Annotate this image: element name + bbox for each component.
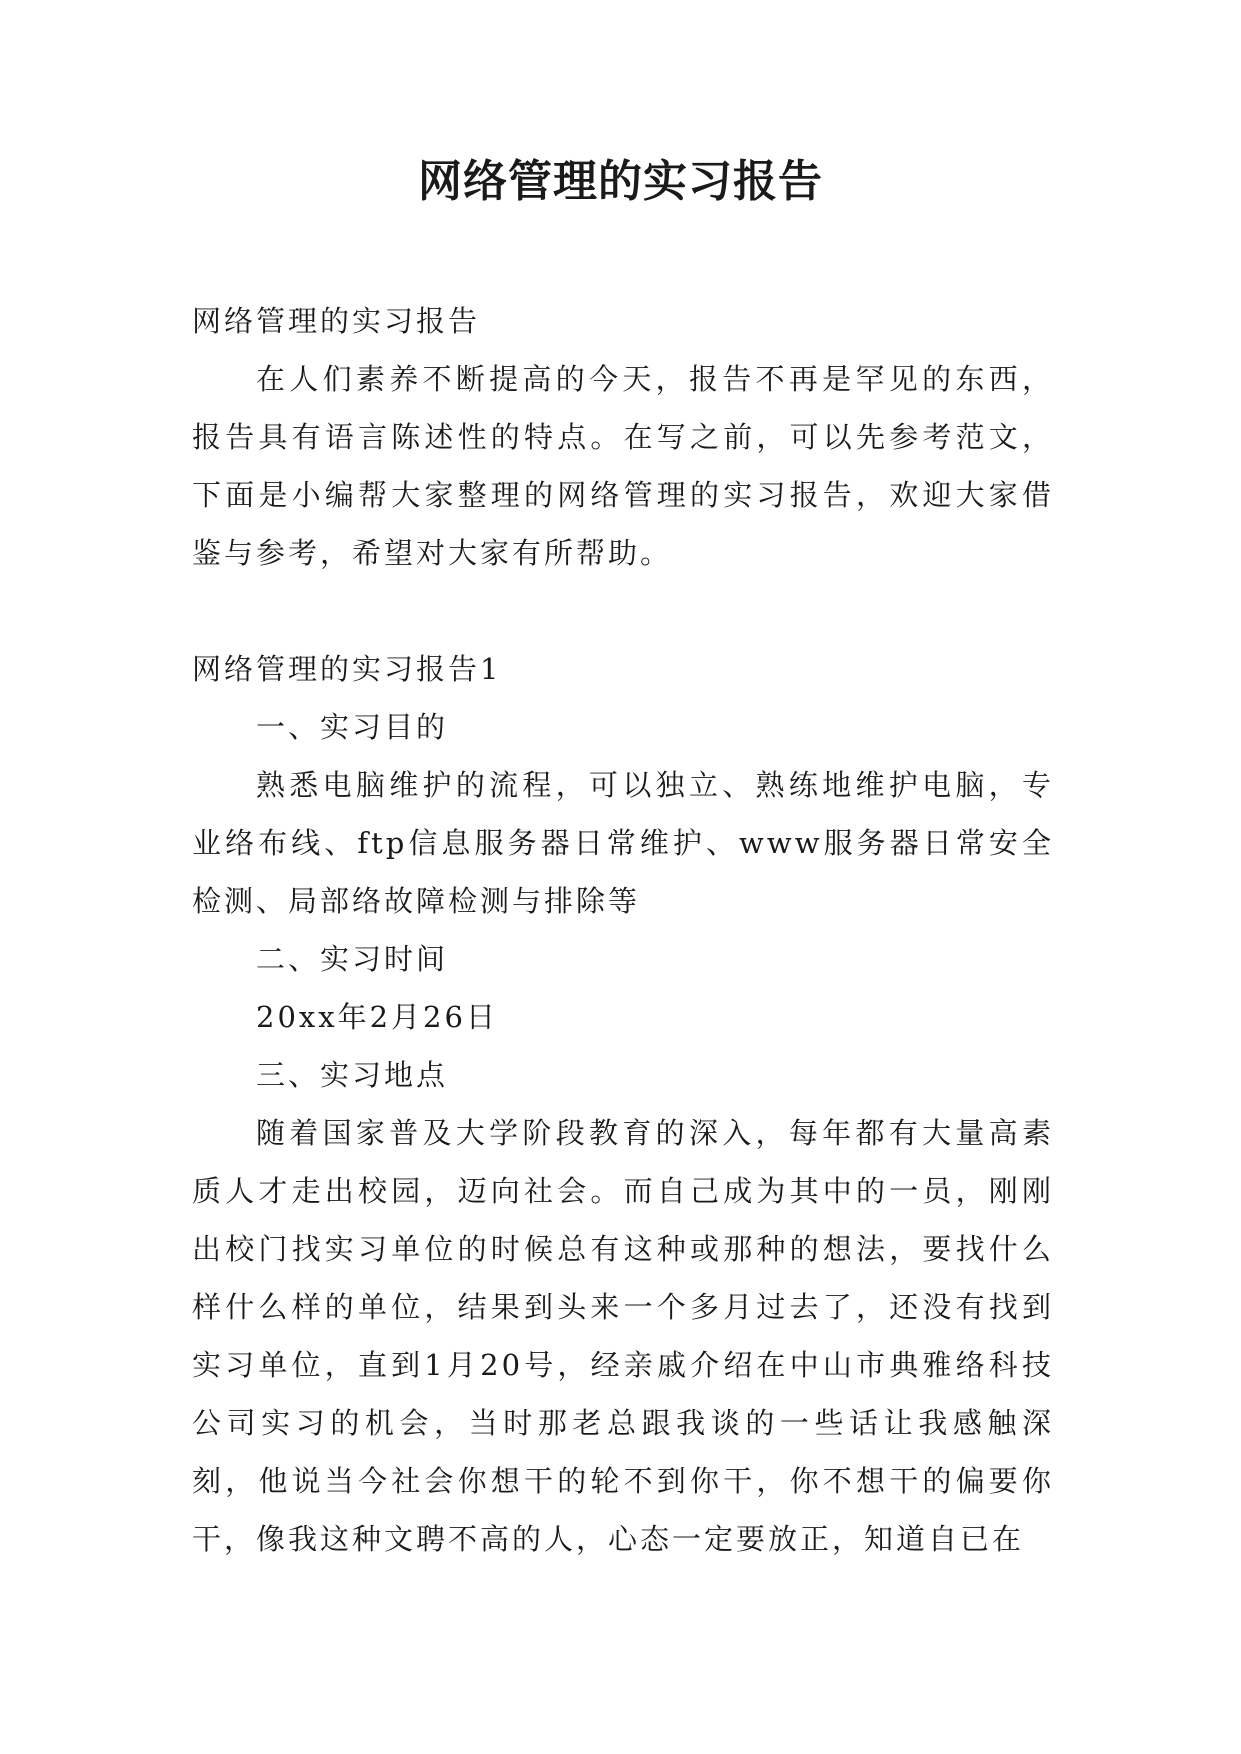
purpose-paragraph: 熟悉电脑维护的流程，可以独立、熟练地维护电脑，专业络布线、ftp信息服务器日常维护、www服务器日常安全检测、局部络故障检测与排除等 bbox=[192, 768, 1054, 918]
intro-paragraph: 在人们素养不断提高的今天，报告不再是罕见的东西，报告具有语言陈述性的特点。在写之前，可以先参考范文，下面是小编帮大家整理的网络管理的实习报告，欢迎大家借鉴与参考，希望对大家有所帮助。 bbox=[192, 362, 1054, 570]
section-heading-purpose: 一、实习目的 bbox=[256, 710, 449, 744]
location-paragraph: 随着国家普及大学阶段教育的深入，每年都有大量高素质人才走出校园，迈向社会。而自己成为其中的一员，刚刚出校门找实习单位的时候总有这种或那种的想法，要找什么样什么样的单位，结果到头来一个多月过去了，还没有找到实习单位，直到1月20号，经亲戚介绍在中山市典雅络科技公司实习的机会，当时那老总跟我谈的一些话让我感触深刻，他说当今社会你想干的轮不到你干，你不想干的偏要你干，像我这种文聘不高的人，心态一定要放正，知道自已在 bbox=[192, 1116, 1054, 1556]
document-body bbox=[192, 292, 1054, 1568]
intro-heading: 网络管理的实习报告 bbox=[192, 304, 481, 338]
section-heading-time: 二、实习时间 bbox=[256, 942, 449, 976]
time-paragraph: 20xx年2月26日 bbox=[256, 1000, 498, 1034]
report-1-heading: 网络管理的实习报告1 bbox=[192, 652, 502, 686]
document-title: 网络管理的实习报告 bbox=[418, 156, 823, 207]
section-heading-location: 三、实习地点 bbox=[256, 1058, 449, 1092]
